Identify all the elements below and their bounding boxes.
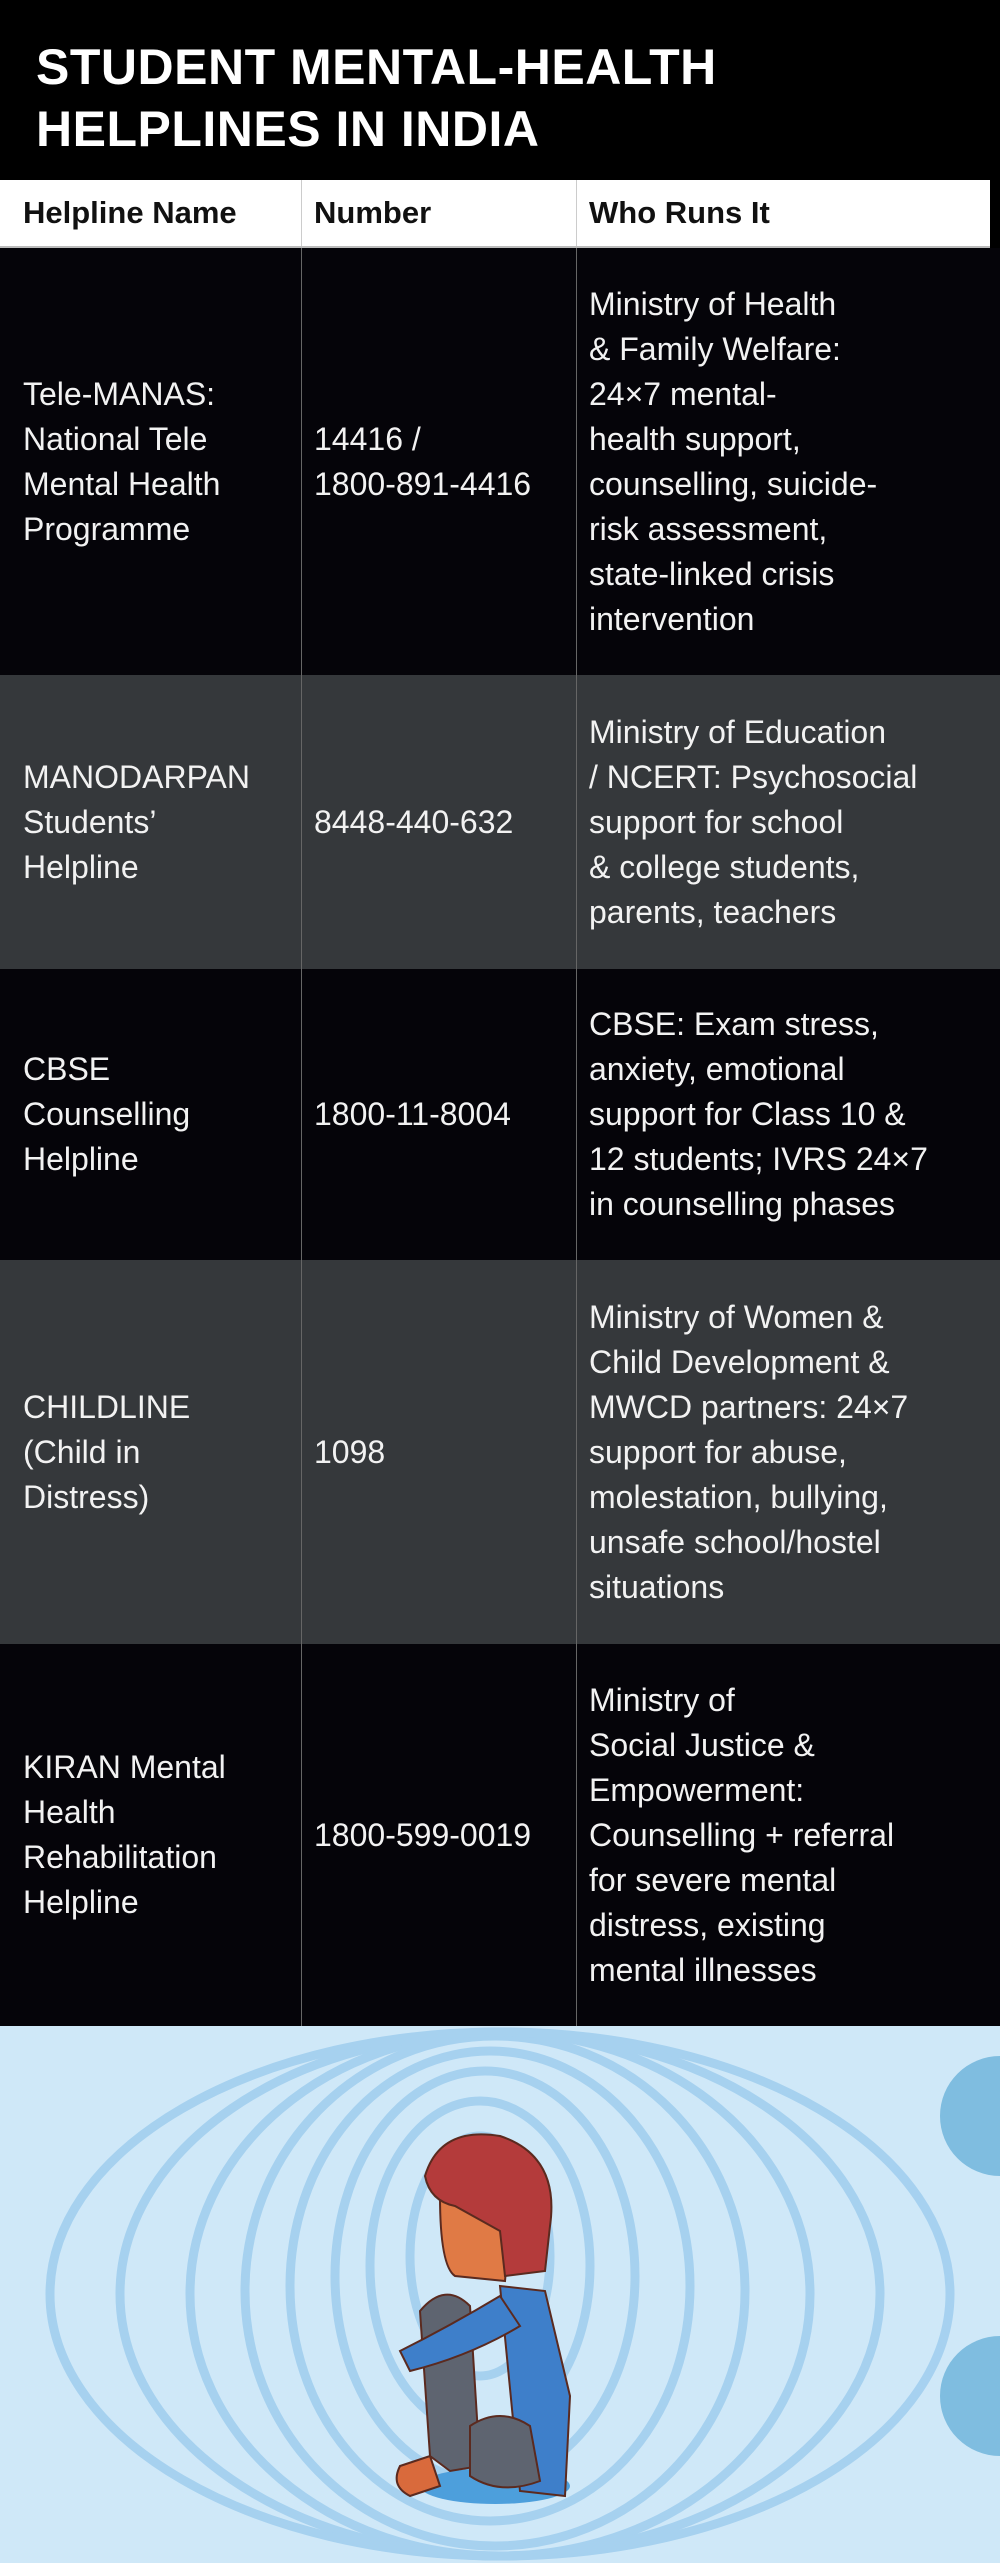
- table-row: [0, 1260, 1000, 1644]
- cell-number: 1800-11-8004: [302, 969, 577, 1260]
- helpline-table: [0, 180, 1000, 2026]
- table-row: [0, 969, 1000, 1260]
- header-number: Number: [302, 180, 577, 246]
- cell-runs: Ministry of Education / NCERT: Psychosocial support for school & college students, parents, teachers: [589, 713, 918, 930]
- table-row: [0, 1644, 1000, 2026]
- table-header: [0, 180, 990, 248]
- blue-circle: [940, 2336, 1000, 2456]
- title-line-1: STUDENT MENTAL-HEALTH: [36, 39, 717, 95]
- table-row: [0, 675, 1000, 969]
- cell-name: KIRAN Mental Health Rehabilitation Helpline: [0, 1644, 302, 2026]
- cell-runs: CBSE: Exam stress, anxiety, emotional support for Class 10 & 12 students; IVRS 24×7 in counselling phases: [589, 1006, 928, 1222]
- cell-number: 1098: [302, 1260, 577, 1644]
- cell-runs: Ministry of Health & Family Welfare: 24×7 mental- health support, counselling, suicide- risk assessment, state-linked crisis intervention: [589, 285, 878, 637]
- cell-number: 1800-599-0019: [302, 1644, 577, 2026]
- blue-circle: [940, 2056, 1000, 2176]
- table-row: [0, 248, 1000, 675]
- illustration-svg: [0, 2026, 1000, 2563]
- cell-name: CBSE Counselling Helpline: [0, 969, 302, 1260]
- sad-student-illustration: [0, 2026, 1000, 2563]
- title-line-2: HELPLINES IN INDIA: [36, 101, 540, 157]
- cell-number: 8448-440-632: [302, 675, 577, 969]
- header-who-runs-it: Who Runs It: [589, 195, 770, 230]
- cell-name: CHILDLINE (Child in Distress): [0, 1260, 302, 1644]
- header-helpline-name: Helpline Name: [0, 180, 302, 246]
- cell-runs: Ministry of Social Justice & Empowerment: Counselling + referral for severe mental distress, existing mental illnesses: [589, 1681, 895, 1988]
- cell-runs: Ministry of Women & Child Development & MWCD partners: 24×7 support for abuse, molestation, bullying, unsafe school/hostel situations: [589, 1298, 909, 1605]
- cell-name: Tele-MANAS: National Tele Mental Health Programme: [0, 248, 302, 675]
- seat: [470, 2416, 540, 2487]
- cell-number: 14416 / 1800-891-4416: [302, 248, 577, 675]
- page-title: [0, 0, 1000, 180]
- cell-name: MANODARPAN Students’ Helpline: [0, 675, 302, 969]
